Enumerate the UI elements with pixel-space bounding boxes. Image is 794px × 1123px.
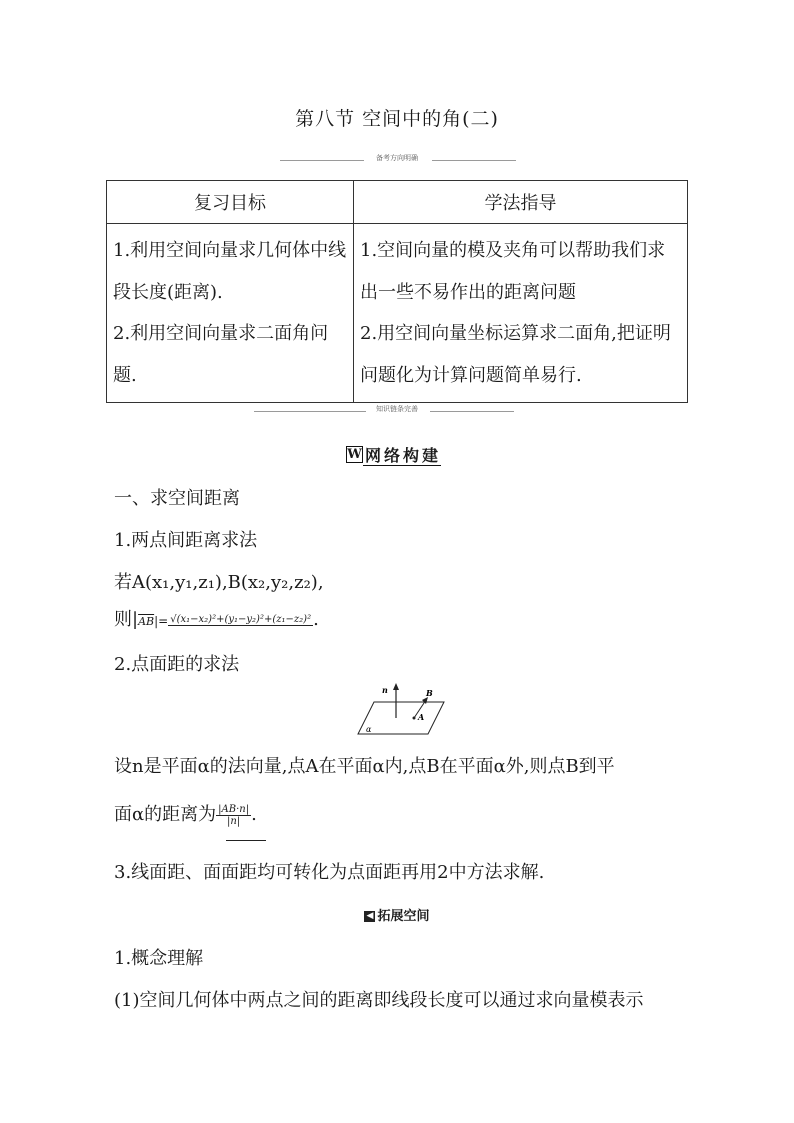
subheading-line-plane-distance: 3.线面距、面面距均可转化为点面距再用2中方法求解. bbox=[114, 862, 545, 883]
formula-period: . bbox=[313, 609, 319, 630]
subheading-point-plane-distance: 2.点面距的求法 bbox=[114, 654, 240, 675]
table-cell-goals: 1.利用空间向量求几何体中线段长度(距离). 2.利用空间向量求二面角问题. bbox=[107, 224, 354, 403]
point-a bbox=[413, 717, 416, 720]
subheading-two-point-distance: 1.两点间距离求法 bbox=[114, 530, 258, 551]
formula-prefix: 则| bbox=[114, 609, 139, 630]
table-header-goals: 复习目标 bbox=[107, 181, 354, 224]
vector-ab: $\overline{AB}$ bbox=[138, 615, 155, 628]
label-alpha: α bbox=[366, 725, 372, 734]
label-b: B bbox=[426, 688, 433, 698]
formula-underline bbox=[226, 840, 266, 841]
formula-equals: |= bbox=[154, 614, 169, 628]
divider-label: 备考方向明确 bbox=[376, 154, 418, 162]
ab-arrow-icon bbox=[422, 697, 428, 704]
table-cell-methods: 1.空间向量的模及夹角可以帮助我们求出一些不易作出的距离问题 2.用空间向量坐标运算求二面角,把证明问题化为计算问题简单易行. bbox=[354, 224, 688, 403]
divider-label: 知识链条完善 bbox=[376, 405, 418, 413]
expand-heading bbox=[0, 905, 794, 924]
distance-fraction bbox=[216, 804, 251, 827]
page-title: 第八节 空间中的角(二) bbox=[295, 108, 499, 130]
goals-table bbox=[106, 180, 688, 403]
banner-text: 网络构建 bbox=[365, 446, 442, 465]
section-heading: 一、求空间距离 bbox=[114, 488, 240, 509]
w-logo-icon: W bbox=[347, 447, 362, 462]
plane-normal-figure bbox=[340, 680, 450, 740]
table-header-methods: 学法指导 bbox=[354, 181, 688, 224]
formula-prefix: 面α的距离为 bbox=[114, 804, 217, 825]
coordinates-line: 若A(x₁,y₁,z₁),B(x₂,y₂,z₂), bbox=[114, 572, 324, 593]
expand-text: 拓展空间 bbox=[377, 909, 430, 924]
sqrt-formula: √(x₁−x₂)²+(y₁−y₂)²+(z₁−z₂)² bbox=[170, 614, 312, 625]
label-n: n bbox=[382, 685, 388, 695]
fraction-denominator: |n| bbox=[227, 815, 241, 827]
formula-period: . bbox=[251, 804, 257, 825]
point-plane-description: 设n是平面α的法向量,点A在平面α内,点B在平面α外,则点B到平 bbox=[114, 756, 615, 777]
section-divider-2 bbox=[0, 403, 794, 419]
speaker-icon: ◀ bbox=[364, 911, 375, 922]
section-divider-1 bbox=[0, 152, 794, 168]
label-a: A bbox=[418, 712, 425, 722]
network-banner bbox=[346, 443, 441, 463]
concept-heading: 1.概念理解 bbox=[114, 948, 204, 969]
normal-arrow-icon bbox=[393, 683, 399, 690]
distance-formula-line bbox=[114, 605, 319, 631]
concept-paragraph: (1)空间几何体中两点之间的距离即线段长度可以通过求向量模表示 bbox=[114, 990, 644, 1011]
fraction-numerator: |AB·n| bbox=[218, 803, 250, 815]
point-plane-formula-line bbox=[114, 800, 257, 827]
